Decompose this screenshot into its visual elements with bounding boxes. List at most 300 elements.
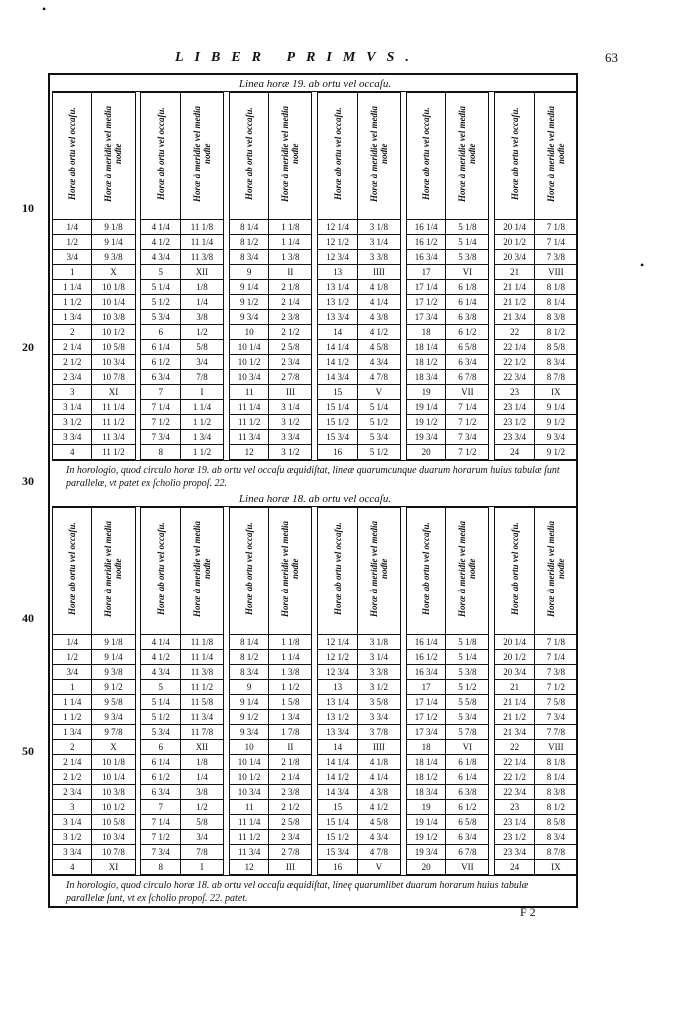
column-header: Horæ à meridie vel media noɗte bbox=[269, 93, 312, 220]
table-row bbox=[53, 235, 578, 250]
table-cell: 22 bbox=[495, 325, 534, 340]
table-cell: 3 bbox=[53, 800, 92, 815]
table-cell: 1/4 bbox=[53, 635, 92, 650]
table-cell: 9 1/2 bbox=[92, 680, 135, 695]
table-cell: 8 5/8 bbox=[534, 340, 577, 355]
table-cell: 9 1/2 bbox=[534, 445, 577, 460]
column-header: Horæ à meridie vel media noɗte bbox=[446, 508, 489, 635]
table-cell: 20 1/2 bbox=[495, 235, 534, 250]
table-cell: 18 3/4 bbox=[406, 370, 445, 385]
table-cell: 6 1/4 bbox=[446, 770, 489, 785]
table-cell: 17 3/4 bbox=[406, 725, 445, 740]
table-row bbox=[53, 695, 578, 710]
table-cell: 10 1/2 bbox=[229, 770, 268, 785]
table-cell: 11 bbox=[229, 800, 268, 815]
table-cell: 10 1/2 bbox=[92, 800, 135, 815]
table-cell: 7 1/2 bbox=[534, 680, 577, 695]
table-cell: 21 3/4 bbox=[495, 310, 534, 325]
table-caption: In horologio, quod circulo horæ 19. ab ortu vel occaſu æquidiſtat, lineæ quarumcunque duarum horarum huius tabulæ ſunt parallelæ, vt patet ex ſcholio propoſ. 22. bbox=[52, 460, 578, 492]
table-cell: 6 3/8 bbox=[446, 310, 489, 325]
table-cell: 17 bbox=[406, 680, 445, 695]
table-cell: 19 1/2 bbox=[406, 830, 445, 845]
table-cell: 11 1/2 bbox=[92, 445, 135, 460]
table-cell: VI bbox=[446, 740, 489, 755]
table-cell: IIII bbox=[357, 265, 400, 280]
table-cell: 22 3/4 bbox=[495, 785, 534, 800]
table-cell: 22 bbox=[495, 740, 534, 755]
table-cell: 7 3/8 bbox=[534, 665, 577, 680]
table-cell: 3 3/8 bbox=[357, 665, 400, 680]
table-row bbox=[53, 680, 578, 695]
table-cell: 3 1/8 bbox=[357, 220, 400, 235]
table-cell: 3/4 bbox=[53, 665, 92, 680]
column-header: Horæ ab ortu vel occaſu. bbox=[318, 93, 357, 220]
table-cell: 2 1/4 bbox=[269, 295, 312, 310]
table-cell: 6 1/2 bbox=[446, 325, 489, 340]
table-cell: X bbox=[92, 740, 135, 755]
table-cell: 1 1/2 bbox=[180, 445, 223, 460]
table-row bbox=[53, 400, 578, 415]
table-cell: 4 1/2 bbox=[357, 800, 400, 815]
table-row bbox=[53, 445, 578, 460]
table-cell: 2 1/4 bbox=[53, 340, 92, 355]
table-row bbox=[53, 650, 578, 665]
table-cell: 3/4 bbox=[180, 830, 223, 845]
table-cell: 10 3/4 bbox=[229, 370, 268, 385]
table-cell: 2 3/8 bbox=[269, 310, 312, 325]
table-cell: 6 1/4 bbox=[141, 340, 180, 355]
table-cell: 4 7/8 bbox=[357, 370, 400, 385]
table-cell: 8 1/2 bbox=[229, 650, 268, 665]
table-cell: 9 1/4 bbox=[92, 650, 135, 665]
table-cell: 14 bbox=[318, 740, 357, 755]
table-cell: 14 3/4 bbox=[318, 370, 357, 385]
table-cell: 7 1/2 bbox=[141, 830, 180, 845]
table-cell: V bbox=[357, 385, 400, 400]
table-cell: 7 3/4 bbox=[534, 710, 577, 725]
table-cell: 19 bbox=[406, 385, 445, 400]
table-row bbox=[53, 385, 578, 400]
table-cell: 6 1/8 bbox=[446, 755, 489, 770]
table-cell: 14 3/4 bbox=[318, 785, 357, 800]
table-section-hour-19 bbox=[52, 77, 578, 492]
table-row bbox=[53, 250, 578, 265]
table-cell: 10 bbox=[229, 740, 268, 755]
table-cell: 12 3/4 bbox=[318, 250, 357, 265]
table-cell: 2 1/2 bbox=[53, 355, 92, 370]
table-row bbox=[53, 845, 578, 860]
table-cell: XII bbox=[180, 740, 223, 755]
table-cell: 1 3/4 bbox=[180, 430, 223, 445]
table-cell: 7 1/4 bbox=[141, 400, 180, 415]
table-cell: 14 1/2 bbox=[318, 355, 357, 370]
table-cell: 5 1/4 bbox=[141, 695, 180, 710]
column-header: Horæ à meridie vel media noɗte bbox=[534, 508, 577, 635]
table-cell: 13 1/4 bbox=[318, 695, 357, 710]
table-cell: 4 bbox=[53, 445, 92, 460]
table-cell: 11 1/4 bbox=[180, 235, 223, 250]
table-cell: 12 bbox=[229, 445, 268, 460]
table-cell: 8 1/8 bbox=[534, 280, 577, 295]
table-cell: 1 1/8 bbox=[269, 220, 312, 235]
table-cell: 20 1/4 bbox=[495, 635, 534, 650]
table-cell: 6 3/8 bbox=[446, 785, 489, 800]
table-cell: 3 3/4 bbox=[53, 845, 92, 860]
table-cell: XI bbox=[92, 385, 135, 400]
table-cell: 9 1/4 bbox=[534, 400, 577, 415]
table-cell: XI bbox=[92, 860, 135, 875]
table-cell: 3 bbox=[53, 385, 92, 400]
table-cell: V bbox=[357, 860, 400, 875]
table-cell: 11 1/8 bbox=[180, 220, 223, 235]
table-row bbox=[53, 785, 578, 800]
table-cell: 3/8 bbox=[180, 310, 223, 325]
table-cell: IX bbox=[534, 860, 577, 875]
table-cell: 1/2 bbox=[180, 800, 223, 815]
table-cell: 1/4 bbox=[53, 220, 92, 235]
table-cell: XII bbox=[180, 265, 223, 280]
table-cell: 5 1/2 bbox=[141, 295, 180, 310]
table-cell: 9 1/2 bbox=[534, 415, 577, 430]
table-cell: 1 3/4 bbox=[53, 725, 92, 740]
table-cell: 4 bbox=[53, 860, 92, 875]
table-row bbox=[53, 770, 578, 785]
table-cell: 9 bbox=[229, 265, 268, 280]
table-cell: 1 1/2 bbox=[53, 710, 92, 725]
table-cell: 4 1/4 bbox=[357, 295, 400, 310]
table-cell: 5 5/8 bbox=[446, 695, 489, 710]
table-cell: 1 1/4 bbox=[180, 400, 223, 415]
table-cell: 2 3/4 bbox=[53, 785, 92, 800]
table-cell: 10 1/2 bbox=[229, 355, 268, 370]
column-header: Horæ ab ortu vel occaſu. bbox=[141, 508, 180, 635]
table-cell: 11 1/8 bbox=[180, 635, 223, 650]
table-row bbox=[53, 665, 578, 680]
table-cell: 7 1/2 bbox=[446, 445, 489, 460]
table-cell: 9 1/2 bbox=[229, 710, 268, 725]
table-cell: 9 bbox=[229, 680, 268, 695]
table-cell: 1/2 bbox=[53, 650, 92, 665]
table-title: Linea horæ 18. ab ortu vel occaſu. bbox=[52, 492, 578, 507]
table-cell: 2 1/2 bbox=[269, 325, 312, 340]
table-cell: 6 3/4 bbox=[446, 830, 489, 845]
table-cell: 9 1/8 bbox=[92, 220, 135, 235]
table-cell: 16 3/4 bbox=[406, 250, 445, 265]
table-cell: 16 1/2 bbox=[406, 650, 445, 665]
table-cell: 7 1/8 bbox=[534, 635, 577, 650]
table-cell: 2 bbox=[53, 740, 92, 755]
margin-line-number: 10 bbox=[22, 201, 34, 215]
table-cell: 1 1/8 bbox=[269, 635, 312, 650]
table-cell: 20 bbox=[406, 860, 445, 875]
table-cell: 5/8 bbox=[180, 815, 223, 830]
table-cell: 10 5/8 bbox=[92, 815, 135, 830]
table-cell: 9 3/4 bbox=[229, 310, 268, 325]
table-cell: 24 bbox=[495, 860, 534, 875]
table-cell: IX bbox=[534, 385, 577, 400]
column-header: Horæ à meridie vel media noɗte bbox=[534, 93, 577, 220]
table-cell: 6 1/2 bbox=[141, 770, 180, 785]
column-header: Horæ ab ortu vel occaſu. bbox=[53, 508, 92, 635]
table-cell: 16 bbox=[318, 445, 357, 460]
table-cell: 9 3/4 bbox=[534, 430, 577, 445]
table-cell: 19 1/2 bbox=[406, 415, 445, 430]
table-cell: 23 bbox=[495, 800, 534, 815]
table-row bbox=[53, 295, 578, 310]
table-cell: 3 3/4 bbox=[53, 430, 92, 445]
table-cell: 11 3/4 bbox=[229, 430, 268, 445]
table-cell: 8 1/4 bbox=[534, 770, 577, 785]
table-cell: 2 3/8 bbox=[269, 785, 312, 800]
table-cell: 7 1/4 bbox=[141, 815, 180, 830]
table-cell: 4 1/2 bbox=[141, 235, 180, 250]
table-cell: 6 1/2 bbox=[446, 800, 489, 815]
table-cell: 22 3/4 bbox=[495, 370, 534, 385]
table-cell: 7/8 bbox=[180, 845, 223, 860]
table-cell: 5 3/4 bbox=[141, 310, 180, 325]
table-cell: 1/4 bbox=[180, 295, 223, 310]
table-row bbox=[53, 340, 578, 355]
table-cell: 14 bbox=[318, 325, 357, 340]
table-cell: I bbox=[180, 385, 223, 400]
column-header: Horæ à meridie vel media noɗte bbox=[92, 93, 135, 220]
table-cell: 2 1/2 bbox=[53, 770, 92, 785]
column-header: Horæ à meridie vel media noɗte bbox=[92, 508, 135, 635]
table-cell: 1 1/2 bbox=[269, 680, 312, 695]
table-cell: 8 bbox=[141, 445, 180, 460]
hour-table bbox=[52, 507, 578, 875]
table-cell: 5 3/8 bbox=[446, 250, 489, 265]
table-cell: 7 1/2 bbox=[446, 415, 489, 430]
table-cell: 8 1/2 bbox=[534, 800, 577, 815]
table-cell: 15 1/4 bbox=[318, 815, 357, 830]
margin-line-number: 50 bbox=[22, 744, 34, 758]
table-row bbox=[53, 710, 578, 725]
margin-line-number: 20 bbox=[22, 340, 34, 354]
table-cell: 15 1/2 bbox=[318, 830, 357, 845]
table-cell: 10 7/8 bbox=[92, 370, 135, 385]
table-cell: 17 1/2 bbox=[406, 295, 445, 310]
table-cell: 12 1/2 bbox=[318, 235, 357, 250]
table-row bbox=[53, 800, 578, 815]
table-cell: 4 5/8 bbox=[357, 340, 400, 355]
table-cell: 4 1/8 bbox=[357, 755, 400, 770]
table-cell: 11 1/4 bbox=[229, 815, 268, 830]
table-cell: 3 1/4 bbox=[269, 400, 312, 415]
table-cell: 10 7/8 bbox=[92, 845, 135, 860]
column-header: Horæ à meridie vel media noɗte bbox=[269, 508, 312, 635]
table-cell: 3 1/2 bbox=[269, 445, 312, 460]
table-cell: 11 3/4 bbox=[180, 710, 223, 725]
ink-dot: • bbox=[42, 2, 47, 16]
hour-table bbox=[52, 92, 578, 460]
table-cell: 7 bbox=[141, 800, 180, 815]
table-cell: 7 3/4 bbox=[141, 430, 180, 445]
table-cell: 15 1/4 bbox=[318, 400, 357, 415]
table-cell: 15 bbox=[318, 385, 357, 400]
table-cell: 1 3/8 bbox=[269, 665, 312, 680]
table-cell: 3 1/2 bbox=[269, 415, 312, 430]
table-caption: In horologio, quod circulo horæ 18. ab ortu vel occaſu æquidiſtat, lineę quarumlibet duarum horarum huius tabulæ parallelæ ſunt, vt ex ſcholio propoſ. 22. patet. bbox=[52, 875, 578, 907]
column-header: Horæ ab ortu vel occaſu. bbox=[53, 93, 92, 220]
table-cell: 2 3/4 bbox=[269, 355, 312, 370]
table-cell: 9 3/4 bbox=[229, 725, 268, 740]
table-cell: 20 1/4 bbox=[495, 220, 534, 235]
table-cell: 9 3/4 bbox=[92, 710, 135, 725]
table-cell: 19 3/4 bbox=[406, 430, 445, 445]
table-row bbox=[53, 740, 578, 755]
table-cell: 3/4 bbox=[53, 250, 92, 265]
table-row bbox=[53, 815, 578, 830]
table-cell: 23 3/4 bbox=[495, 430, 534, 445]
table-cell: 23 1/4 bbox=[495, 815, 534, 830]
table-cell: 17 3/4 bbox=[406, 310, 445, 325]
table-cell: 6 5/8 bbox=[446, 815, 489, 830]
table-cell: 4 3/4 bbox=[141, 665, 180, 680]
table-cell: 21 1/4 bbox=[495, 280, 534, 295]
table-cell: 22 1/2 bbox=[495, 355, 534, 370]
table-cell: 8 7/8 bbox=[534, 845, 577, 860]
table-cell: 6 bbox=[141, 740, 180, 755]
table-cell: 4 1/4 bbox=[141, 635, 180, 650]
table-cell: 18 1/2 bbox=[406, 355, 445, 370]
table-cell: 21 bbox=[495, 680, 534, 695]
table-cell: 5 1/4 bbox=[141, 280, 180, 295]
table-cell: 1 3/4 bbox=[269, 710, 312, 725]
table-cell: 3 1/4 bbox=[53, 815, 92, 830]
table-cell: 10 1/4 bbox=[229, 340, 268, 355]
table-cell: 5 3/4 bbox=[357, 430, 400, 445]
table-cell: 11 5/8 bbox=[180, 695, 223, 710]
table-cell: 15 1/2 bbox=[318, 415, 357, 430]
table-cell: 1 bbox=[53, 265, 92, 280]
column-header: Horæ à meridie vel media noɗte bbox=[180, 93, 223, 220]
table-cell: 2 7/8 bbox=[269, 845, 312, 860]
column-header: Horæ ab ortu vel occaſu. bbox=[406, 93, 445, 220]
table-cell: 8 1/4 bbox=[534, 295, 577, 310]
table-cell: 9 3/8 bbox=[92, 250, 135, 265]
table-cell: 5 3/8 bbox=[446, 665, 489, 680]
table-cell: 4 1/2 bbox=[141, 650, 180, 665]
table-cell: 19 1/4 bbox=[406, 400, 445, 415]
table-cell: 3 3/4 bbox=[357, 710, 400, 725]
column-header: Horæ ab ortu vel occaſu. bbox=[406, 508, 445, 635]
table-cell: 3 3/8 bbox=[357, 250, 400, 265]
column-header: Horæ à meridie vel media noɗte bbox=[446, 93, 489, 220]
table-cell: 12 1/4 bbox=[318, 220, 357, 235]
table-cell: 6 1/2 bbox=[141, 355, 180, 370]
running-head-title: LIBER PRIMVS. bbox=[175, 50, 420, 65]
table-cell: 2 1/8 bbox=[269, 280, 312, 295]
table-cell: 6 1/4 bbox=[446, 295, 489, 310]
table-cell: 18 1/2 bbox=[406, 770, 445, 785]
table-cell: 13 3/4 bbox=[318, 725, 357, 740]
table-cell: VII bbox=[446, 385, 489, 400]
table-cell: 7 3/8 bbox=[534, 250, 577, 265]
table-cell: 21 1/2 bbox=[495, 295, 534, 310]
column-header: Horæ à meridie vel media noɗte bbox=[357, 93, 400, 220]
table-cell: 4 3/4 bbox=[357, 830, 400, 845]
table-cell: 9 1/4 bbox=[229, 695, 268, 710]
table-cell: 8 1/2 bbox=[534, 325, 577, 340]
table-cell: 18 1/4 bbox=[406, 755, 445, 770]
table-cell: 14 1/4 bbox=[318, 340, 357, 355]
table-row bbox=[53, 830, 578, 845]
table-cell: 6 7/8 bbox=[446, 370, 489, 385]
table-cell: 14 1/2 bbox=[318, 770, 357, 785]
table-cell: 4 1/4 bbox=[141, 220, 180, 235]
table-cell: 2 7/8 bbox=[269, 370, 312, 385]
table-cell: 10 3/4 bbox=[92, 355, 135, 370]
table-cell: 3 1/4 bbox=[357, 235, 400, 250]
table-cell: 21 1/4 bbox=[495, 695, 534, 710]
table-cell: 8 3/8 bbox=[534, 310, 577, 325]
table-cell: 16 1/4 bbox=[406, 635, 445, 650]
table-cell: 2 5/8 bbox=[269, 815, 312, 830]
table-cell: 3 1/2 bbox=[53, 415, 92, 430]
table-cell: 11 7/8 bbox=[180, 725, 223, 740]
table-cell: 21 1/2 bbox=[495, 710, 534, 725]
table-cell: 18 bbox=[406, 325, 445, 340]
table-cell: 5 1/2 bbox=[141, 710, 180, 725]
table-cell: 5 1/4 bbox=[446, 235, 489, 250]
table-cell: 14 1/4 bbox=[318, 755, 357, 770]
table-cell: 8 bbox=[141, 860, 180, 875]
column-header: Horæ à meridie vel media noɗte bbox=[357, 508, 400, 635]
table-cell: 6 bbox=[141, 325, 180, 340]
table-cell: 4 5/8 bbox=[357, 815, 400, 830]
table-cell: 11 1/4 bbox=[92, 400, 135, 415]
table-cell: 20 3/4 bbox=[495, 665, 534, 680]
table-cell: 13 1/2 bbox=[318, 710, 357, 725]
table-row bbox=[53, 860, 578, 875]
table-cell: 11 3/8 bbox=[180, 665, 223, 680]
table-cell: 21 bbox=[495, 265, 534, 280]
table-cell: 6 1/8 bbox=[446, 280, 489, 295]
table-cell: 1 3/4 bbox=[53, 310, 92, 325]
table-cell: 5 7/8 bbox=[446, 725, 489, 740]
table-cell: 4 3/4 bbox=[357, 355, 400, 370]
table-cell: 11 bbox=[229, 385, 268, 400]
table-cell: 10 3/4 bbox=[229, 785, 268, 800]
table-cell: 6 3/4 bbox=[141, 370, 180, 385]
table-cell: 5 bbox=[141, 265, 180, 280]
table-cell: 7 3/4 bbox=[141, 845, 180, 860]
table-row bbox=[53, 220, 578, 235]
table-cell: 5 1/4 bbox=[357, 400, 400, 415]
table-cell: 4 3/4 bbox=[141, 250, 180, 265]
table-cell: I bbox=[180, 860, 223, 875]
table-cell: 10 3/4 bbox=[92, 830, 135, 845]
table-cell: 7 3/4 bbox=[446, 430, 489, 445]
table-cell: 7 1/2 bbox=[141, 415, 180, 430]
table-cell: 19 1/4 bbox=[406, 815, 445, 830]
table-cell: 19 3/4 bbox=[406, 845, 445, 860]
table-cell: 7 1/8 bbox=[534, 220, 577, 235]
table-cell: 1/2 bbox=[53, 235, 92, 250]
table-cell: 3 1/4 bbox=[53, 400, 92, 415]
column-header: Horæ ab ortu vel occaſu. bbox=[229, 508, 268, 635]
table-cell: 8 1/8 bbox=[534, 755, 577, 770]
column-header: Horæ à meridie vel media noɗte bbox=[180, 508, 223, 635]
table-row bbox=[53, 355, 578, 370]
table-cell: 8 3/4 bbox=[534, 830, 577, 845]
table-cell: 1 1/4 bbox=[269, 650, 312, 665]
table-cell: 13 3/4 bbox=[318, 310, 357, 325]
table-cell: 15 bbox=[318, 800, 357, 815]
table-cell: 11 1/2 bbox=[229, 415, 268, 430]
table-cell: 17 bbox=[406, 265, 445, 280]
